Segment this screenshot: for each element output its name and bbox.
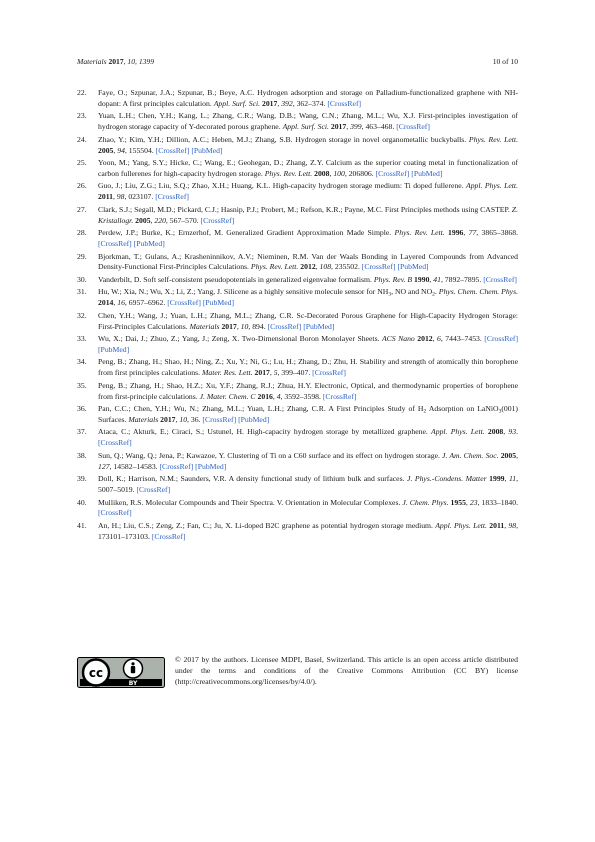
reference-text: , (112, 192, 117, 202)
reference-year: 1990 (414, 274, 430, 284)
reference-journal: Materials (189, 321, 220, 331)
reference-text: Faye, O.; Szpunar, J.A.; Szpunar, B.; Beye, A.C. Hydrogen adsorption and storage on Palladium-functionalized graphene with NH-dopant: A first principles calculation. (98, 88, 518, 108)
reference-journal: J. Am. Chem. Soc. (442, 450, 499, 460)
reference-text: An, H.; Liu, C.S.; Zeng, Z.; Fan, C.; Ju, X. Li-doped B2C graphene as potential hydrogen storage medium. (98, 520, 436, 530)
reference-journal: J. Chem. Phys. (402, 497, 449, 507)
reference-journal: 5 (273, 368, 278, 378)
reference-year: 2005 (98, 145, 114, 155)
reference-number: 41. (77, 520, 87, 530)
reference-text: , 567–570. (165, 215, 201, 225)
crossref-link[interactable]: [CrossRef] (136, 485, 171, 495)
reference-text: , (516, 450, 518, 460)
reference-item (77, 334, 518, 356)
reference-item (77, 381, 518, 403)
reference-journal: 77 (468, 228, 477, 238)
reference-year: 2005 (500, 450, 517, 460)
reference-number: 32. (77, 310, 87, 320)
pubmed-link[interactable]: [PubMed] (98, 344, 130, 354)
reference-item (77, 228, 518, 250)
reference-journal: 11 (508, 474, 517, 484)
subscript: 3 (388, 291, 392, 298)
reference-text: (001) Surfaces. (98, 404, 518, 425)
reference-text: , 155504. (124, 145, 156, 155)
reference-text: Wu, X.; Dai, J.; Zhuo, Z.; Yang, J.; Zeng, X. Two-Dimensional Boron Monolayer Sheets. (98, 334, 382, 344)
crossref-link[interactable]: [CrossRef] (484, 334, 519, 344)
reference-journal: Appl. Surf. Sci. (213, 98, 261, 108)
reference-text: , (346, 122, 351, 132)
crossref-link[interactable]: [CrossRef] (155, 192, 189, 202)
reference-journal: Z. Kristallogr. (98, 204, 518, 225)
reference-journal: Appl. Phys. Lett. (431, 427, 485, 437)
crossref-link[interactable]: [CrossRef] (361, 262, 396, 272)
reference-number: 31. (77, 287, 87, 297)
license-text: © 2017 by the authors. Licensee MDPI, Basel, Switzerland. This article is an open access article distributed under the terms and conditions of the Creative Commons Attribution (CC BY) license (http://creativecommons.org/licenses/by/4.0/). (175, 655, 518, 686)
reference-text: . (434, 287, 439, 297)
pubmed-link[interactable]: [PubMed] (303, 321, 335, 331)
reference-text: Hu, W.; Xia, N.; Wu, X.; Li, Z.; Yang, J. Silicene as a highly sensitive molecule sensor for NH (98, 287, 389, 297)
reference-year: 2005 (135, 215, 151, 225)
reference-year: 1999 (489, 474, 505, 484)
reference-journal: 399 (350, 122, 362, 132)
reference-item (77, 311, 518, 333)
reference-journal: 41 (433, 274, 441, 284)
crossref-link[interactable]: [CrossRef] (202, 415, 237, 425)
reference-number: 24. (77, 134, 87, 144)
reference-text: Clark, S.J.; Segall, M.D.; Pickard, C.J.; Hasnip, P.J.; Probert, M.; Refson, K.R.; Payne, M.C. First Principles methods using CASTEP. (98, 204, 512, 214)
reference-journal: 127 (98, 461, 110, 471)
reference-journal: 100 (333, 168, 345, 178)
reference-text: , 3865–3868. (476, 228, 519, 238)
reference-item (77, 357, 518, 379)
reference-item (77, 427, 518, 449)
reference-item (77, 275, 518, 286)
subscript: 2 (432, 291, 435, 298)
reference-year: 1996 (448, 228, 464, 238)
reference-text: , 206806. (344, 168, 376, 178)
license-block (77, 655, 518, 688)
reference-text: , (175, 415, 180, 425)
reference-text: , (432, 334, 438, 344)
reference-text: Adsorption on LaNiO (426, 404, 499, 414)
crossref-link[interactable]: [CrossRef] (322, 391, 357, 401)
reference-item (77, 158, 518, 180)
reference-number: 27. (77, 204, 87, 214)
reference-number: 25. (77, 158, 87, 168)
reference-text: , (429, 274, 434, 284)
reference-number: 28. (77, 228, 87, 238)
reference-text: , 235502. (331, 262, 362, 272)
crossref-link[interactable]: [CrossRef] (396, 122, 430, 132)
reference-text: Yoon, M.; Yang, S.Y.; Hicke, C.; Wang, E.; Geohegan, D.; Zhang, Z.Y. Calcium as the superior coating metal in functionalization of carbon fullerenes for high-capacity hydrogen storage. (98, 158, 518, 178)
reference-number: 26. (77, 181, 87, 191)
reference-journal: Phys. Rev. B (373, 274, 413, 284)
reference-text: , 399–407. (277, 368, 313, 378)
reference-year: 2017 (254, 368, 270, 378)
reference-text: Vanderbilt, D. Soft self-consistent pseudopotentials in generalized eigenvalue formalism. (98, 274, 374, 284)
reference-journal: 93 (508, 427, 517, 437)
reference-number: 40. (77, 497, 87, 507)
reference-text: , (504, 474, 509, 484)
reference-year: 2008 (487, 427, 504, 437)
reference-text: , 362–374. (292, 98, 328, 108)
reference-text: Peng, B.; Zhang, H.; Shao, H.; Ning, Z.; Xu, Y.; Ni, G.; Lu, H.; Zhang, D.; Zhu, H. Stability and strength of atomically thin borophene from first principles calculations. (98, 357, 518, 378)
reference-journal: J. Mater. Chem. C (199, 391, 256, 401)
reference-text: , (329, 168, 334, 178)
crossref-link[interactable]: [CrossRef] (375, 168, 410, 178)
reference-text: , (463, 228, 469, 238)
crossref-link[interactable]: [CrossRef] (327, 98, 362, 108)
reference-number: 30. (77, 274, 87, 284)
reference-item (77, 205, 518, 227)
reference-journal: 94 (117, 145, 125, 155)
reference-text: Chen, Y.H.; Wang, J.; Yuan, L.H.; Zhang, M.L.; Zhang, C.R. Sc-Decorated Porous Graphene for High-Capacity Hydrogen Storage: First-Principles Calculations. (98, 310, 518, 331)
pubmed-link[interactable]: [PubMed] (195, 461, 227, 471)
subscript: 3 (498, 408, 502, 415)
reference-text: Pan, C.C.; Chen, Y.H.; Wu, N.; Zhang, M.L.; Yuan, L.H.; Zhang, C.R. A First Principles Study of H (98, 404, 424, 414)
reference-text: Mulliken, R.S. Molecular Compounds and Their Spectra. V. Orientation in Molecular Complexes. (98, 497, 403, 507)
reference-item (77, 111, 518, 133)
reference-journal: 108 (319, 262, 332, 272)
reference-text: , 6957–6962. (124, 298, 168, 308)
subscript: 2 (423, 408, 427, 415)
reference-number: 29. (77, 251, 87, 261)
pubmed-link[interactable]: [PubMed] (133, 239, 165, 249)
reference-year: 2008 (314, 168, 330, 178)
reference-text: Yuan, L.H.; Chen, Y.H.; Kang, L.; Zhang, C.R.; Wang, D.B.; Wang, C.N.; Zhang, M.L.; Wu, X.J. First-principles investigation of hydrogen storage capacity of Y-decorated porous graphene. (98, 111, 518, 132)
reference-year: 2011 (98, 192, 113, 202)
reference-year: 2017 (261, 98, 278, 108)
reference-year: 2012 (417, 334, 433, 344)
page-header (77, 57, 518, 69)
page-number: 10 of 10 (492, 57, 518, 66)
reference-journal: 10 (179, 415, 188, 425)
reference-number: 23. (77, 111, 87, 121)
reference-text: Ataca, C.; Akturk, E.; Ciraci, S.; Ustunel, H. High-capacity hydrogen storage by metallized graphene. (98, 427, 432, 437)
reference-journal: Phys. Rev. Lett. (394, 228, 445, 238)
journal-citation (77, 57, 154, 69)
crossref-link[interactable]: [CrossRef] (98, 438, 132, 448)
crossref-link[interactable]: [CrossRef] (483, 274, 517, 284)
reference-journal: Phys. Rev. Lett. (264, 168, 313, 178)
reference-number: 38. (77, 450, 87, 460)
reference-text: , 7443–7453. (440, 334, 485, 344)
reference-text: , 463–468. (361, 122, 397, 132)
reference-journal: 16 (117, 298, 125, 308)
reference-text: Bjorkman, T.; Gulans, A.; Krasheninnikov, A.V.; Nieminen, R.M. Van der Waals Bonding in Layered Compounds from Advanced Density-Functional First-Principles Calculations. (98, 251, 518, 272)
reference-journal: J. Phys.-Condens. Matter (407, 474, 487, 484)
reference-journal: Phys. Rev. Lett. (468, 134, 518, 144)
reference-item (77, 88, 518, 110)
reference-text: . (516, 427, 518, 437)
pubmed-link[interactable]: [PubMed] (202, 298, 235, 308)
crossref-link[interactable]: [CrossRef] (155, 145, 190, 155)
svg-text:cc: cc (88, 666, 104, 680)
reference-item (77, 404, 518, 426)
reference-journal: 220 (154, 215, 166, 225)
reference-text: , 7892–7895. (440, 274, 484, 284)
reference-text: , NO and NO (391, 287, 433, 297)
reference-journal: Materials (128, 415, 159, 425)
reference-text: , (503, 427, 509, 437)
reference-text: Sun, Q.; Wang, Q.; Jena, P.; Kawazoe, Y. Clustering of Ti on a C60 surface and its effect on hydrogen storage. (98, 450, 443, 460)
reference-text: , (272, 391, 277, 401)
reference-text: , 36. (187, 415, 203, 425)
reference-text: , (504, 520, 509, 530)
reference-journal: 4 (276, 391, 281, 401)
reference-journal: 23 (469, 497, 478, 507)
reference-number: 33. (77, 334, 87, 344)
reference-item (77, 252, 518, 274)
reference-text: , 023107. (124, 192, 156, 202)
reference-journal: 98 (116, 192, 125, 202)
reference-text: , (465, 497, 470, 507)
reference-year: 2017 (221, 321, 237, 331)
reference-text: Guo, J.; Liu, Z.G.; Liu, S.Q.; Zhao, X.H.; Huang, K.L. High-capacity hydrogen storage medium: Ti doped fullerene. (98, 181, 467, 191)
reference-text: , 1833–1840. (477, 497, 519, 507)
reference-year: 2016 (257, 391, 273, 401)
reference-text: , (113, 145, 118, 155)
reference-text: , (236, 321, 241, 331)
reference-list (77, 88, 518, 544)
reference-year: 2014 (98, 298, 114, 308)
reference-item (77, 181, 518, 203)
reference-journal: Phys. Chem. Chem. Phys. (438, 287, 518, 297)
reference-number: 36. (77, 404, 87, 414)
reference-year: 2017 (330, 122, 347, 132)
reference-item (77, 474, 518, 496)
reference-text: Peng, B.; Zhang, H.; Shao, H.Z.; Xu, Y.F.; Zhang, R.J.; Zhua, H.Y. Electronic, Optical, and thermodynamic properties of borophene from first-principle calculations. (98, 380, 518, 401)
reference-number: 37. (77, 427, 87, 437)
cc-by-icon[interactable] (77, 657, 165, 688)
reference-item (77, 135, 518, 157)
reference-text: , 894. (248, 321, 268, 331)
reference-journal: 392 (281, 98, 293, 108)
reference-journal: Appl. Phys. Lett. (466, 181, 518, 191)
reference-year: 1955 (450, 497, 466, 507)
reference-text: , (113, 298, 118, 308)
pubmed-link[interactable]: [PubMed] (238, 415, 270, 425)
crossref-link[interactable]: [CrossRef] (159, 461, 194, 471)
reference-text: , 5007–5019. (98, 474, 519, 495)
reference-number: 35. (77, 380, 87, 390)
reference-year: 2011 (489, 520, 505, 530)
crossref-link[interactable]: [CrossRef] (200, 215, 235, 225)
crossref-link[interactable]: [CrossRef] (151, 531, 186, 541)
pubmed-link[interactable]: [PubMed] (191, 145, 223, 155)
reference-text: Perdew, J.P.; Burke, K.; Ernzerhof, M. Generalized Gradient Approximation Made Simple. (98, 228, 395, 238)
reference-journal: Appl. Phys. Lett. (435, 520, 487, 530)
cc-by-label: BY (128, 680, 138, 687)
reference-text: , (269, 368, 274, 378)
crossref-link[interactable]: [CrossRef] (167, 298, 201, 308)
reference-journal: Mater. Res. Lett. (201, 368, 253, 378)
crossref-link[interactable]: [CrossRef] (98, 508, 132, 518)
journal-name: Materials (77, 57, 107, 66)
reference-item (77, 451, 518, 473)
reference-text: , (150, 215, 155, 225)
reference-text: Zhao, Y.; Kim, Y.H.; Dillion, A.C.; Heben, M.J.; Zhang, S.B. Hydrogen storage in novel organometallic buckyballs. (98, 134, 469, 144)
reference-text: Doll, K.; Harrison, N.M.; Saunders, V.R. A density functional study of lithium bulk and surfaces. (98, 474, 408, 484)
reference-text: , 14582–14583. (109, 461, 160, 471)
pubmed-link[interactable]: [PubMed] (411, 168, 443, 178)
reference-number: 39. (77, 474, 87, 484)
reference-year: 2012 (300, 262, 316, 272)
reference-number: 34. (77, 357, 87, 367)
crossref-link[interactable]: [CrossRef] (312, 368, 346, 378)
crossref-link[interactable]: [CrossRef] (98, 239, 132, 249)
reference-item (77, 498, 518, 520)
pubmed-link[interactable]: [PubMed] (397, 262, 429, 272)
reference-year: 2017 (160, 415, 176, 425)
journal-year: 2017 (108, 57, 124, 66)
journal-details: , 10, 1399 (123, 57, 154, 66)
reference-journal: Phys. Rev. Lett. (250, 262, 299, 272)
reference-journal: ACS Nano (381, 334, 415, 344)
reference-item (77, 287, 518, 309)
reference-text: , (277, 98, 282, 108)
crossref-link[interactable]: [CrossRef] (267, 321, 302, 331)
reference-text: , 3592–3598. (280, 391, 323, 401)
reference-journal: Appl. Surf. Sci. (282, 122, 329, 132)
reference-text: , 173101–173103. (98, 520, 519, 541)
reference-journal: 6 (437, 334, 441, 344)
reference-number: 22. (77, 88, 87, 97)
reference-journal: 10 (240, 321, 249, 331)
reference-journal: 98 (508, 520, 517, 530)
reference-item (77, 521, 518, 543)
reference-text: , (315, 262, 320, 272)
